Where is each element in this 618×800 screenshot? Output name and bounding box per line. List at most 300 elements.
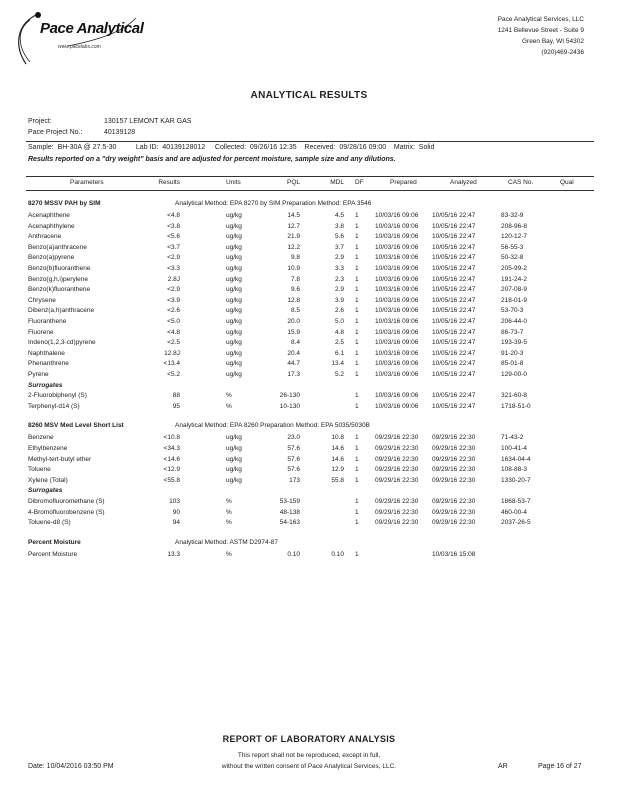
cell-cas: 207-08-9 bbox=[501, 286, 528, 294]
cell-an: 10/05/16 22:47 bbox=[432, 243, 476, 251]
cell-pql: 54-163 bbox=[279, 519, 300, 527]
col-cas: CAS No. bbox=[508, 179, 534, 186]
section-heading bbox=[0, 200, 618, 210]
surrogates-label-text: Surrogates bbox=[28, 381, 63, 389]
cell-df: 1 bbox=[355, 307, 359, 315]
cell-df: 1 bbox=[355, 402, 359, 410]
cell-pql: 48-138 bbox=[279, 508, 300, 516]
cell-u: ug/kg bbox=[226, 243, 242, 251]
cell-an: 10/05/16 22:47 bbox=[432, 349, 476, 357]
col-parameters: Parameters bbox=[70, 179, 104, 186]
cell-an: 10/05/16 22:47 bbox=[432, 318, 476, 325]
cell-mdl: 13.4 bbox=[331, 360, 344, 368]
cell-cas: 129-00-0 bbox=[501, 371, 528, 378]
cell-u: % bbox=[226, 508, 232, 516]
cell-u: ug/kg bbox=[226, 476, 242, 484]
cell-an: 10/05/16 22:47 bbox=[432, 328, 476, 336]
col-qual: Qual bbox=[560, 179, 574, 186]
cell-cas: 205-99-2 bbox=[501, 265, 528, 272]
table-row bbox=[0, 392, 618, 402]
cell-p: Benzo(a)pyrene bbox=[28, 254, 75, 262]
cell-u: ug/kg bbox=[226, 371, 242, 378]
cell-pql: 17.3 bbox=[287, 371, 300, 378]
cell-u: ug/kg bbox=[226, 328, 242, 336]
cell-pql: 12.8 bbox=[287, 296, 300, 304]
section-heading-text: 8270 MSSV PAH by SIM bbox=[28, 200, 101, 207]
cell-cas: 91-20-3 bbox=[501, 349, 524, 357]
cell-pql: 10.9 bbox=[287, 265, 300, 272]
cell-df: 1 bbox=[355, 476, 359, 484]
cell-r: 88 bbox=[172, 392, 180, 400]
cell-an: 10/05/16 22:47 bbox=[432, 296, 476, 304]
project-label: Project: bbox=[28, 118, 52, 125]
cell-u: % bbox=[226, 392, 232, 400]
table-row bbox=[0, 498, 618, 508]
surrogates-label bbox=[0, 382, 618, 392]
cell-mdl: 10.8 bbox=[331, 434, 344, 442]
report-date: Date: 10/04/2016 03:50 PM bbox=[28, 763, 114, 770]
cell-u: ug/kg bbox=[226, 254, 242, 262]
cell-u: ug/kg bbox=[226, 233, 242, 241]
cell-cas: 120-12-7 bbox=[501, 233, 528, 241]
cell-r: 13.3 bbox=[167, 550, 180, 558]
cell-prep: 09/29/16 22:30 bbox=[375, 476, 419, 484]
table-row bbox=[0, 233, 618, 243]
cell-pql: 12.2 bbox=[287, 243, 300, 251]
cell-cas: 71-43-2 bbox=[501, 434, 524, 442]
cell-p: Benzo(g,h,i)perylene bbox=[28, 275, 88, 283]
cell-an: 09/29/16 22:30 bbox=[432, 508, 476, 516]
table-row bbox=[0, 339, 618, 349]
cell-p: Dibromofluoromethane (S) bbox=[28, 498, 105, 505]
divider bbox=[26, 141, 594, 142]
pace-logo-url: www.pacelabs.com bbox=[58, 44, 101, 50]
cell-p: Ethylbenzene bbox=[28, 445, 68, 452]
col-units: Units bbox=[226, 179, 241, 186]
table-row bbox=[0, 223, 618, 233]
table-row bbox=[0, 329, 618, 339]
cell-df: 1 bbox=[355, 254, 359, 262]
cell-df: 1 bbox=[355, 243, 359, 251]
cell-prep: 10/03/16 09:06 bbox=[375, 275, 419, 283]
cell-mdl: 5.0 bbox=[334, 318, 344, 325]
results-note: Results reported on a "dry weight" basis and are adjusted for percent moisture, sample size and any dilutions. bbox=[28, 156, 396, 163]
cell-r: <34.3 bbox=[163, 445, 180, 452]
cell-cas: 100-41-4 bbox=[501, 445, 528, 452]
cell-u: ug/kg bbox=[226, 445, 242, 452]
surrogates-label bbox=[0, 487, 618, 497]
cell-df: 1 bbox=[355, 286, 359, 294]
cell-r: <12.9 bbox=[163, 466, 180, 474]
cell-cas: 208-96-8 bbox=[501, 222, 528, 230]
cell-df: 1 bbox=[355, 519, 359, 527]
cell-p: Toluene bbox=[28, 466, 51, 474]
section-method: Analytical Method: EPA 8270 by SIM Preparation Method: EPA 3546 bbox=[175, 200, 372, 207]
cell-an: 10/05/16 22:47 bbox=[432, 402, 476, 410]
table-row bbox=[0, 519, 618, 529]
pace-logo-text: Pace Analytical bbox=[40, 20, 144, 37]
section-heading-text: Percent Moisture bbox=[28, 538, 81, 546]
cell-prep: 09/29/16 22:30 bbox=[375, 434, 419, 442]
cell-mdl: 4.5 bbox=[334, 212, 344, 219]
cell-r: 12.8J bbox=[164, 349, 180, 357]
cell-cas: 56-55-3 bbox=[501, 243, 524, 251]
cell-df: 1 bbox=[355, 318, 359, 325]
cell-pql: 44.7 bbox=[287, 360, 300, 368]
cell-df: 1 bbox=[355, 265, 359, 272]
company-address-line1: 1241 Bellevue Street - Suite 9 bbox=[497, 27, 584, 34]
cell-df: 1 bbox=[355, 212, 359, 219]
cell-df: 1 bbox=[355, 275, 359, 283]
cell-pql: 10-130 bbox=[279, 402, 300, 410]
table-row bbox=[0, 434, 618, 444]
column-header-row bbox=[0, 179, 618, 189]
cell-pql: 0.10 bbox=[287, 550, 300, 558]
cell-an: 10/05/16 22:47 bbox=[432, 254, 476, 262]
cell-pql: 57.6 bbox=[287, 455, 300, 463]
cell-r: <4.8 bbox=[167, 212, 180, 219]
cell-prep: 10/03/16 09:06 bbox=[375, 243, 419, 251]
cell-mdl: 12.9 bbox=[331, 466, 344, 474]
cell-cas: 53-70-3 bbox=[501, 307, 524, 315]
cell-pql: 9.6 bbox=[290, 286, 300, 294]
table-row bbox=[0, 297, 618, 307]
cell-df: 1 bbox=[355, 498, 359, 505]
cell-mdl: 2.9 bbox=[334, 286, 344, 294]
cell-p: Chrysene bbox=[28, 296, 56, 304]
cell-an: 09/29/16 22:30 bbox=[432, 476, 476, 484]
table-row bbox=[0, 445, 618, 455]
cell-df: 1 bbox=[355, 508, 359, 516]
cell-prep: 10/03/16 09:06 bbox=[375, 212, 419, 219]
table-row bbox=[0, 477, 618, 487]
cell-p: Benzo(k)fluoranthene bbox=[28, 286, 91, 294]
cell-an: 10/05/16 22:47 bbox=[432, 339, 476, 347]
cell-r: <14.6 bbox=[163, 455, 180, 463]
table-row bbox=[0, 244, 618, 254]
cell-cas: 2037-26-5 bbox=[501, 519, 531, 527]
cell-cas: 108-88-3 bbox=[501, 466, 528, 474]
table-row bbox=[0, 509, 618, 519]
cell-u: ug/kg bbox=[226, 349, 242, 357]
cell-p: Dibenz(a,h)anthracene bbox=[28, 307, 95, 315]
cell-prep: 10/03/16 09:06 bbox=[375, 339, 419, 347]
cell-an: 10/05/16 22:47 bbox=[432, 275, 476, 283]
cell-u: ug/kg bbox=[226, 265, 242, 272]
cell-mdl: 55.8 bbox=[331, 476, 344, 484]
cell-an: 10/05/16 22:47 bbox=[432, 360, 476, 368]
table-row bbox=[0, 403, 618, 413]
cell-mdl: 3.7 bbox=[334, 243, 344, 251]
cell-an: 09/29/16 22:30 bbox=[432, 466, 476, 474]
cell-prep: 10/03/16 09:06 bbox=[375, 307, 419, 315]
cell-p: Fluorene bbox=[28, 328, 54, 336]
table-row bbox=[0, 307, 618, 317]
cell-prep: 10/03/16 09:06 bbox=[375, 286, 419, 294]
cell-prep: 10/03/16 09:06 bbox=[375, 254, 419, 262]
cell-prep: 10/03/16 09:06 bbox=[375, 233, 419, 241]
cell-mdl: 14.6 bbox=[331, 455, 344, 463]
company-name: Pace Analytical Services, LLC bbox=[497, 16, 584, 23]
section-heading bbox=[0, 422, 618, 432]
cell-pql: 8.5 bbox=[290, 307, 300, 315]
cell-p: Terphenyl-d14 (S) bbox=[28, 402, 80, 410]
cell-cas: 193-39-5 bbox=[501, 339, 528, 347]
cell-r: 94 bbox=[172, 519, 180, 527]
cell-df: 1 bbox=[355, 550, 359, 558]
company-address-line2: Green Bay, WI 54302 bbox=[521, 38, 584, 45]
pace-project-label: Pace Project No.: bbox=[28, 129, 83, 136]
table-row bbox=[0, 456, 618, 466]
cell-p: Naphthalene bbox=[28, 349, 65, 357]
table-row bbox=[0, 360, 618, 370]
cell-mdl: 6.1 bbox=[334, 349, 344, 357]
cell-u: ug/kg bbox=[226, 222, 242, 230]
cell-p: Percent Moisture bbox=[28, 550, 78, 558]
cell-pql: 57.6 bbox=[287, 466, 300, 474]
cell-df: 1 bbox=[355, 339, 359, 347]
cell-an: 09/29/16 22:30 bbox=[432, 455, 476, 463]
cell-pql: 12.7 bbox=[287, 222, 300, 230]
footer-disclaimer-line2: without the written consent of Pace Analytical Services, LLC. bbox=[221, 763, 397, 770]
cell-u: % bbox=[226, 402, 232, 410]
cell-u: ug/kg bbox=[226, 466, 242, 474]
col-analyzed: Analyzed bbox=[450, 179, 477, 186]
cell-cas: 86-73-7 bbox=[501, 328, 524, 336]
cell-pql: 15.9 bbox=[287, 328, 300, 336]
cell-p: Xylene (Total) bbox=[28, 476, 68, 484]
cell-mdl: 2.5 bbox=[334, 339, 344, 347]
cell-p: Benzene bbox=[28, 434, 54, 442]
cell-df: 1 bbox=[355, 434, 359, 442]
cell-an: 10/05/16 22:47 bbox=[432, 265, 476, 272]
cell-prep: 10/03/16 09:06 bbox=[375, 392, 419, 400]
section-method: Analytical Method: ASTM D2974-87 bbox=[175, 538, 278, 546]
col-df: DF bbox=[355, 179, 364, 186]
cell-cas: 50-32-8 bbox=[501, 254, 524, 262]
table-row bbox=[0, 350, 618, 360]
footer-title: REPORT OF LABORATORY ANALYSIS bbox=[222, 734, 396, 744]
cell-cas: 1330-20-7 bbox=[501, 476, 531, 484]
cell-r: <4.8 bbox=[167, 328, 180, 336]
cell-prep: 10/03/16 09:06 bbox=[375, 371, 419, 378]
cell-r: <5.6 bbox=[167, 233, 180, 241]
cell-pql: 21.9 bbox=[287, 233, 300, 241]
cell-r: 103 bbox=[169, 498, 180, 505]
cell-prep: 10/03/16 09:06 bbox=[375, 402, 419, 410]
cell-mdl: 0.10 bbox=[331, 550, 344, 558]
cell-df: 1 bbox=[355, 360, 359, 368]
page-title: ANALYTICAL RESULTS bbox=[250, 90, 368, 101]
col-prepared: Prepared bbox=[390, 179, 417, 186]
cell-r: <55.8 bbox=[163, 476, 180, 484]
cell-df: 1 bbox=[355, 328, 359, 336]
cell-r: 2.8J bbox=[167, 275, 180, 283]
cell-mdl: 3.9 bbox=[334, 296, 344, 304]
cell-r: 90 bbox=[172, 508, 180, 516]
table-row bbox=[0, 265, 618, 275]
cell-cas: 206-44-0 bbox=[501, 318, 528, 325]
cell-df: 1 bbox=[355, 222, 359, 230]
cell-prep: 09/29/16 22:30 bbox=[375, 508, 419, 516]
cell-u: ug/kg bbox=[226, 275, 242, 283]
cell-pql: 14.5 bbox=[287, 212, 300, 219]
cell-cas: 321-60-8 bbox=[501, 392, 528, 400]
cell-u: ug/kg bbox=[226, 434, 242, 442]
cell-df: 1 bbox=[355, 466, 359, 474]
cell-pql: 20.4 bbox=[287, 349, 300, 357]
cell-df: 1 bbox=[355, 296, 359, 304]
cell-cas: 191-24-2 bbox=[501, 275, 528, 283]
cell-an: 10/05/16 22:47 bbox=[432, 233, 476, 241]
col-mdl: MDL bbox=[330, 179, 344, 186]
sample-info: Sample: BH-30A @ 27.5-30 Lab ID: 40139128012 Collected: 09/26/16 12:35 Received: 09/28/16 09:00 Matrix: Solid bbox=[28, 144, 435, 151]
cell-an: 10/05/16 22:47 bbox=[432, 222, 476, 230]
cell-p: Pyrene bbox=[28, 371, 49, 378]
cell-pql: 7.8 bbox=[290, 275, 300, 283]
cell-r: <10.8 bbox=[163, 434, 180, 442]
footer-disclaimer-line1: This report shall not be reproduced, except in full, bbox=[237, 752, 381, 759]
cell-u: ug/kg bbox=[226, 455, 242, 463]
cell-an: 10/05/16 22:47 bbox=[432, 371, 476, 378]
divider bbox=[26, 176, 594, 177]
cell-df: 1 bbox=[355, 392, 359, 400]
cell-p: Acenaphthylene bbox=[28, 222, 75, 230]
cell-mdl: 2.9 bbox=[334, 254, 344, 262]
cell-cas: 1634-04-4 bbox=[501, 455, 531, 463]
cell-r: <13.4 bbox=[163, 360, 180, 368]
cell-u: % bbox=[226, 498, 232, 505]
table-row bbox=[0, 466, 618, 476]
cell-mdl: 2.3 bbox=[334, 275, 344, 283]
cell-pql: 57.6 bbox=[287, 445, 300, 452]
section-heading bbox=[0, 539, 618, 549]
cell-r: <2.9 bbox=[167, 254, 180, 262]
cell-mdl: 3.3 bbox=[334, 265, 344, 272]
pace-project-value: 40139128 bbox=[104, 129, 136, 136]
cell-df: 1 bbox=[355, 233, 359, 241]
table-row bbox=[0, 371, 618, 381]
table-row bbox=[0, 551, 618, 561]
cell-u: ug/kg bbox=[226, 360, 242, 368]
cell-an: 09/29/16 22:30 bbox=[432, 445, 476, 452]
page-number: Page 16 of 27 bbox=[538, 763, 582, 770]
cell-an: 09/29/16 22:30 bbox=[432, 498, 476, 505]
table-row bbox=[0, 318, 618, 328]
cell-p: Phenanthrene bbox=[28, 360, 69, 368]
cell-r: <5.2 bbox=[167, 371, 180, 378]
cell-r: <2.9 bbox=[167, 286, 180, 294]
cell-mdl: 14.6 bbox=[331, 445, 344, 452]
cell-an: 10/05/16 22:47 bbox=[432, 286, 476, 294]
cell-an: 10/05/16 22:47 bbox=[432, 212, 476, 219]
cell-prep: 10/03/16 09:06 bbox=[375, 328, 419, 336]
footer-mark: AR bbox=[498, 763, 508, 770]
cell-mdl: 2.6 bbox=[334, 307, 344, 315]
cell-df: 1 bbox=[355, 455, 359, 463]
cell-u: ug/kg bbox=[226, 307, 242, 315]
col-results: Results bbox=[158, 179, 180, 186]
cell-mdl: 3.8 bbox=[334, 222, 344, 230]
cell-an: 10/05/16 22:47 bbox=[432, 307, 476, 315]
surrogates-label-text: Surrogates bbox=[28, 487, 63, 495]
cell-r: <3.9 bbox=[167, 296, 180, 304]
section-method: Analytical Method: EPA 8260 Preparation Method: EPA 5035/5030B bbox=[175, 422, 370, 430]
cell-r: <5.0 bbox=[167, 318, 180, 325]
cell-u: ug/kg bbox=[226, 339, 242, 347]
cell-df: 1 bbox=[355, 445, 359, 452]
cell-prep: 10/03/16 09:06 bbox=[375, 349, 419, 357]
cell-df: 1 bbox=[355, 371, 359, 378]
cell-p: Acenaphthene bbox=[28, 212, 70, 219]
cell-pql: 53-159 bbox=[279, 498, 300, 505]
cell-pql: 8.4 bbox=[290, 339, 300, 347]
cell-cas: 1868-53-7 bbox=[501, 498, 531, 505]
cell-prep: 09/29/16 22:30 bbox=[375, 455, 419, 463]
cell-mdl: 5.2 bbox=[334, 371, 344, 378]
cell-an: 10/05/16 22:47 bbox=[432, 392, 476, 400]
cell-r: <3.8 bbox=[167, 222, 180, 230]
cell-p: Benzo(a)anthracene bbox=[28, 243, 87, 251]
section-heading-text: 8260 MSV Med Level Short List bbox=[28, 422, 124, 430]
cell-prep: 09/29/16 22:30 bbox=[375, 498, 419, 505]
cell-prep: 09/29/16 22:30 bbox=[375, 445, 419, 452]
cell-pql: 9.8 bbox=[290, 254, 300, 262]
cell-an: 09/29/16 22:30 bbox=[432, 519, 476, 527]
cell-prep: 09/29/16 22:30 bbox=[375, 519, 419, 527]
cell-pql: 26-130 bbox=[279, 392, 300, 400]
cell-prep: 09/29/16 22:30 bbox=[375, 466, 419, 474]
table-row bbox=[0, 276, 618, 286]
cell-p: Toluene-d8 (S) bbox=[28, 519, 71, 527]
cell-an: 10/03/16 15:08 bbox=[432, 550, 476, 558]
cell-u: ug/kg bbox=[226, 318, 242, 325]
cell-p: Anthracene bbox=[28, 233, 62, 241]
company-phone: (920)469-2436 bbox=[541, 49, 584, 56]
cell-r: <2.6 bbox=[167, 307, 180, 315]
cell-prep: 10/03/16 09:06 bbox=[375, 296, 419, 304]
cell-u: ug/kg bbox=[226, 286, 242, 294]
cell-p: Benzo(b)fluoranthene bbox=[28, 265, 91, 272]
cell-an: 09/29/16 22:30 bbox=[432, 434, 476, 442]
cell-cas: 460-00-4 bbox=[501, 508, 528, 516]
cell-u: ug/kg bbox=[226, 296, 242, 304]
cell-prep: 10/03/16 09:06 bbox=[375, 265, 419, 272]
cell-p: Indeno(1,2,3-cd)pyrene bbox=[28, 339, 96, 347]
cell-p: Methyl-tert-butyl ether bbox=[28, 455, 92, 463]
cell-cas: 1718-51-0 bbox=[501, 402, 531, 410]
cell-u: % bbox=[226, 519, 232, 527]
cell-mdl: 4.8 bbox=[334, 328, 344, 336]
table-row bbox=[0, 212, 618, 222]
cell-mdl: 5.6 bbox=[334, 233, 344, 241]
cell-p: 2-Fluorobiphenyl (S) bbox=[28, 392, 87, 400]
cell-r: <2.5 bbox=[167, 339, 180, 347]
cell-df: 1 bbox=[355, 349, 359, 357]
cell-r: <3.7 bbox=[167, 243, 180, 251]
cell-r: 95 bbox=[172, 402, 180, 410]
cell-cas: 218-01-9 bbox=[501, 296, 528, 304]
cell-cas: 83-32-9 bbox=[501, 212, 524, 219]
cell-prep: 10/03/16 09:06 bbox=[375, 222, 419, 230]
cell-prep: 10/03/16 09:06 bbox=[375, 318, 419, 325]
cell-p: Fluoranthene bbox=[28, 318, 67, 325]
cell-p: 4-Bromofluorobenzene (S) bbox=[28, 508, 105, 516]
divider bbox=[26, 190, 594, 191]
col-pql: PQL bbox=[286, 179, 300, 186]
cell-cas: 85-01-8 bbox=[501, 360, 524, 368]
cell-u: ug/kg bbox=[226, 212, 242, 219]
